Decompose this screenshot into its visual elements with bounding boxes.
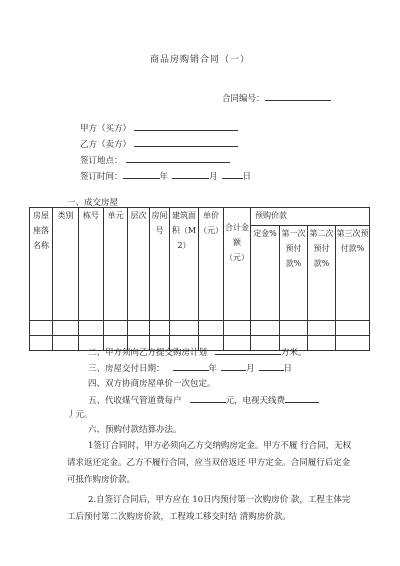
section-3-text: 三、房屋交付日期： [88,364,165,374]
delivery-month-field[interactable] [221,361,246,371]
col-price: 单价（元） [199,208,224,321]
table-cell[interactable] [224,321,251,336]
col-total: 合计金额（元） [224,208,251,321]
time-label: 签订时间： [80,172,123,182]
table-cell[interactable] [280,321,308,336]
section-5-tail: 丿元。 [67,410,93,420]
table-cell[interactable] [199,321,224,336]
col-location: 房屋座落名称 [30,208,53,321]
col-floor: 层次 [128,208,150,321]
col-room: 房间号 [150,208,170,321]
table-cell[interactable] [104,321,128,336]
seller-field[interactable] [134,137,238,147]
month-label: 月 [209,172,218,182]
payment-clause-2: 2.自签订合同后，甲方应在 10日内预付第一次购房价 款，工程主体完工后预付第二次购房价款，工程竣工移交时结 清购房价款。 [67,495,351,522]
col-prepay: 预购价款 [251,208,370,226]
table-cell[interactable] [53,336,79,351]
section-2 [88,345,307,358]
delivery-day-field[interactable] [259,361,284,371]
section-5-tv-text: 元，电视天线费 [225,396,286,406]
place-label: 签订地点： [80,156,123,166]
table-cell[interactable] [251,321,280,336]
payment-clause-1: 1签订合同时，甲方必须向乙方交纳购房定金。甲方不履 行合同，无权请求返还定金。乙方不履行合同，应当双倍返还 甲方定金。合同履行后定金可抵作购房价款。 [67,441,352,485]
gas-fee-field[interactable] [190,393,226,403]
table-cell[interactable] [53,321,79,336]
year-field[interactable] [123,169,160,179]
table-cell[interactable] [150,321,170,336]
delivery-day-label: 日 [283,364,293,374]
table-row [30,321,370,336]
col-area: 建筑面积（M2） [170,208,199,321]
col-pay2: 第二次预付款% [308,225,336,320]
buyer-field[interactable] [134,121,238,131]
section-4: 四、双方协商房屋单价一次包定。 [88,379,216,389]
seller-row [80,137,238,150]
buyer-label: 甲方（买方） [80,124,132,134]
table-cell[interactable] [128,321,150,336]
house-table [29,207,370,351]
day-label: 日 [242,172,252,182]
delivery-year-label: 年 [208,364,218,374]
table-cell[interactable] [336,336,370,351]
section-2-text: 二、甲方须向乙方提交购房计划 [88,348,208,358]
buyer-row [80,121,238,134]
day-field[interactable] [222,169,243,179]
section-5 [88,393,319,406]
sign-time-row [80,169,251,182]
plan-area-field[interactable] [215,345,281,355]
col-unit: 单元 [104,208,128,321]
table-cell[interactable] [79,321,104,336]
col-pay1: 第一次预付款% [280,225,308,320]
year-label: 年 [159,172,169,182]
table-cell[interactable] [30,336,53,351]
contract-title: 商品房购销合同（一） [149,55,250,65]
tv-fee-field[interactable] [285,393,319,403]
table-cell[interactable] [336,321,370,336]
seller-label: 乙方（卖方） [80,140,132,150]
section-2-unit: 方米。 [281,348,307,358]
section-3 [88,361,292,374]
table-cell[interactable] [308,336,336,351]
table-header-row [30,208,370,226]
table-cell[interactable] [30,321,53,336]
month-field[interactable] [172,169,209,179]
table-cell[interactable] [170,321,199,336]
col-building: 栋号 [79,208,104,321]
section-6: 六、预购付款结算办法。 [88,425,182,435]
section-1-heading: 一、成交房屋 [67,198,119,208]
col-deposit: 定金% [251,225,280,320]
place-field[interactable] [126,153,230,163]
table-cell[interactable] [308,321,336,336]
col-pay3: 第三次预付款% [336,225,370,320]
contract-number-label: 合同编号： [222,94,265,104]
contract-number-field[interactable] [265,91,331,101]
contract-number-row [222,91,331,104]
col-type: 类别 [53,208,79,321]
section-5-text: 五、代收煤气管道费每户 [88,396,182,406]
delivery-month-label: 月 [246,364,255,374]
place-row [80,153,230,166]
delivery-year-field[interactable] [173,361,209,371]
